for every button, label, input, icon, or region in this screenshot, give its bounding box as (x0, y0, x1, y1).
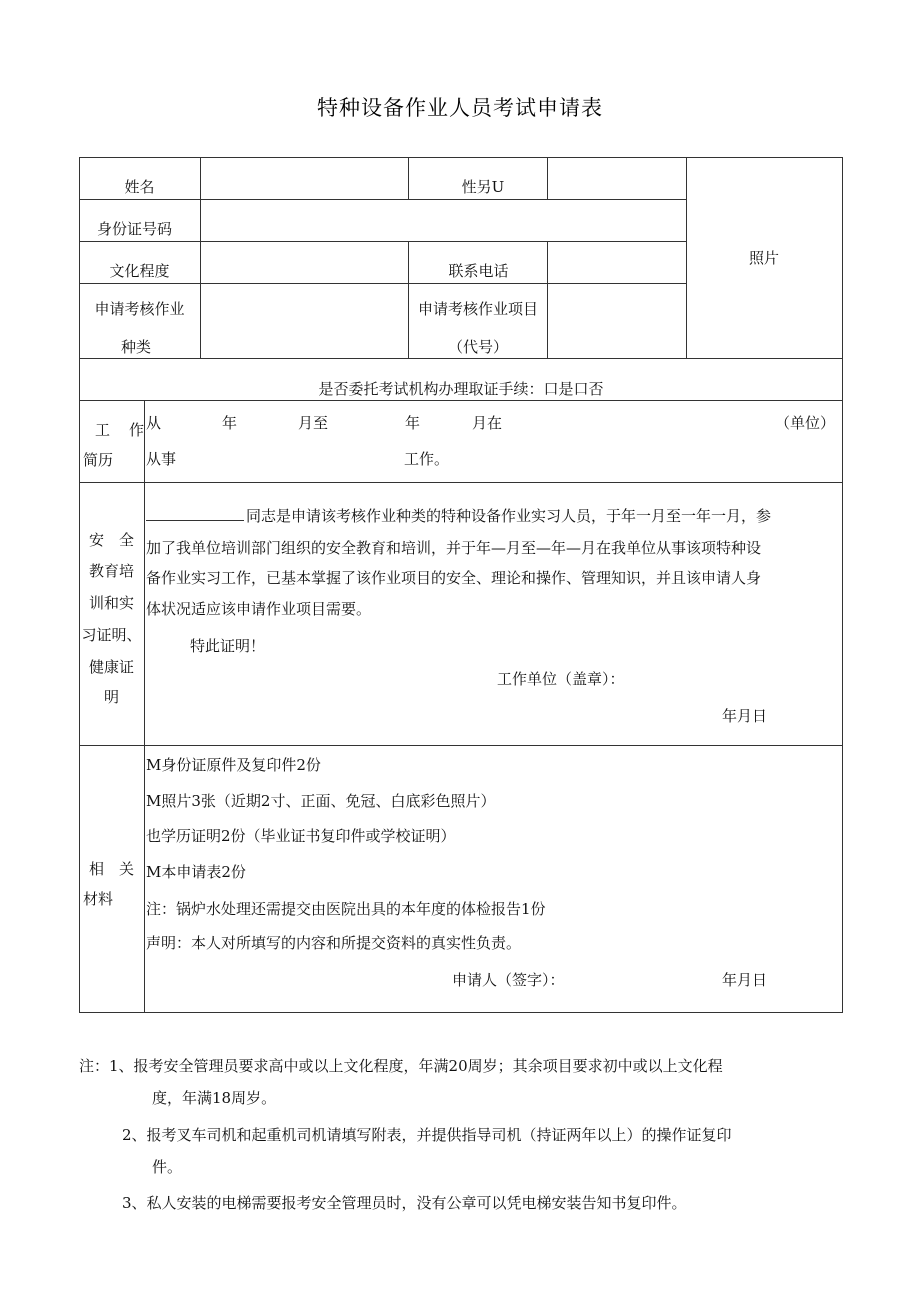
project-label-line1: 申请考核作业项目 (417, 300, 538, 318)
page-title: 特种设备作业人员考试申请表 (317, 96, 603, 120)
materials-item: M本申请表2份 (146, 863, 246, 881)
row-divider (79, 358, 843, 359)
table-border-left (79, 157, 80, 1013)
table-border-top (79, 157, 843, 158)
applicant-date-text: 年月日 (722, 971, 768, 989)
note-2-line2: 件。 (152, 1158, 183, 1176)
row-divider (79, 199, 686, 200)
materials-item: M身份证原件及复印件2份 (146, 756, 321, 774)
entrust-option[interactable]: 是否委托考试机构办理取证手续：口是口否 (318, 380, 604, 398)
applicant-sign-label: 申请人（签字）： (452, 971, 565, 989)
note-1-line1: 注：1、报考安全管理员要求高中或以上文化程度，年满20周岁；其余项目要求初中或以上文化程 (79, 1057, 723, 1075)
application-form-table (79, 157, 843, 1013)
cert-paragraph-line: 体状况适应该申请作业项目需要。 (146, 600, 372, 618)
col-divider (547, 157, 548, 199)
col-divider (144, 400, 145, 1013)
resume-month-at-text: 月在 (472, 414, 503, 432)
cert-label-line: 明 (103, 688, 119, 706)
cert-paragraph-line: 同志是申请该考核作业种类的特种设备作业实习人员，于年一月至一年一月，参 (246, 507, 772, 525)
education-field[interactable] (211, 249, 399, 279)
name-label: 姓名 (124, 178, 155, 196)
resume-year-text: 年 (405, 414, 421, 432)
resume-unit-text: （单位） (775, 414, 836, 432)
project-label-line2: （代号） (447, 338, 508, 356)
photo-label: 照片 (748, 249, 779, 267)
resume-from-text: 从 (146, 414, 162, 432)
cert-name-underline[interactable] (146, 520, 244, 521)
row-divider (79, 482, 843, 483)
materials-item: 注：锅炉水处理还需提交由医院出具的本年度的体检报告1份 (146, 900, 546, 918)
row-divider (79, 745, 843, 746)
education-label: 文化程度 (109, 262, 170, 280)
resume-month-to-text: 月至 (298, 414, 329, 432)
resume-engaged-text: 从事 (146, 450, 177, 468)
category-field[interactable] (211, 291, 399, 351)
note-1-line2: 度，年满18周岁。 (152, 1089, 277, 1107)
cert-label-line: 安 全 (88, 531, 134, 549)
table-border-right (842, 157, 843, 1013)
resume-label-line2: 简历 (83, 451, 114, 469)
cert-label-line: 教育培 (88, 562, 134, 580)
phone-label: 联系电话 (448, 262, 509, 280)
materials-item: 声明：本人对所填写的内容和所提交资料的真实性负责。 (146, 934, 522, 952)
cert-label-line: 习证明、 (81, 626, 142, 644)
id-number-label: 身份证号码 (97, 220, 173, 238)
materials-item: 也学历证明2份（毕业证书复印件或学校证明） (146, 827, 456, 845)
resume-year-text: 年 (222, 414, 238, 432)
materials-item: M照片3张（近期2寸、正面、免冠、白底彩色照片） (146, 792, 496, 810)
resume-label-line1: 工 作 (95, 421, 147, 439)
cert-label-line: 健康证 (88, 658, 134, 676)
row-divider (79, 283, 686, 284)
project-code-field[interactable] (557, 291, 677, 351)
cert-label-line: 训和实 (88, 594, 134, 612)
category-label-line1: 申请考核作业 (94, 300, 185, 318)
row-divider (79, 241, 686, 242)
row-divider (79, 400, 843, 401)
cert-hereby-text: 特此证明！ (190, 637, 266, 655)
id-number-field[interactable] (211, 207, 677, 237)
resume-work-text: 工作。 (404, 450, 450, 468)
materials-label-line2: 材料 (83, 890, 114, 908)
col-divider (200, 157, 201, 358)
col-divider (408, 157, 409, 199)
table-border-bottom (79, 1012, 843, 1013)
cert-unit-seal-label: 工作单位（盖章）： (497, 670, 625, 688)
materials-label-line1: 相 关 (88, 860, 134, 878)
name-field[interactable] (211, 165, 399, 195)
cert-date-text: 年月日 (722, 707, 768, 725)
gender-label: 性另U (461, 178, 505, 196)
note-3: 3、私人安装的电梯需要报考安全管理员时，没有公章可以凭电梯安装告知书复印件。 (122, 1194, 687, 1212)
cert-paragraph-line: 加了我单位培训部门组织的安全教育和培训，并于年—月至—年—月在我单位从事该项特种设 (146, 539, 762, 557)
phone-field[interactable] (557, 249, 677, 279)
category-label-line2: 种类 (121, 338, 152, 356)
gender-field[interactable] (557, 165, 677, 195)
photo-field[interactable] (691, 163, 837, 353)
cert-paragraph-line: 备作业实习工作，已基本掌握了该作业项目的安全、理论和操作、管理知识，并且该申请人身 (146, 569, 762, 587)
note-2-line1: 2、报考叉车司机和起重机司机请填写附表，并提供指导司机（持证两年以上）的操作证复印 (122, 1126, 732, 1144)
